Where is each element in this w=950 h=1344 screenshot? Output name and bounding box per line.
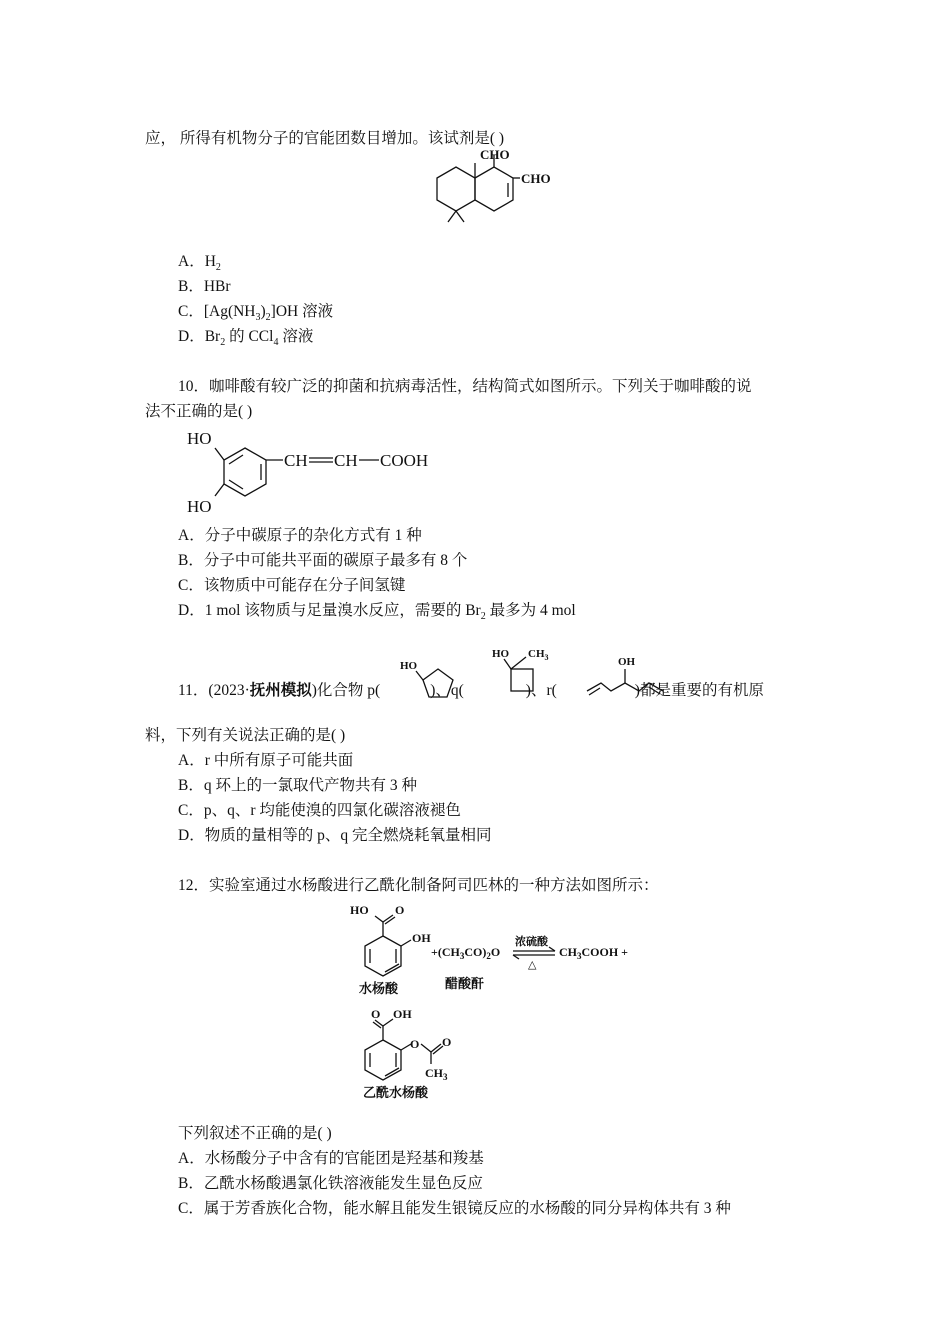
q10-option-d: D．1 mol 该物质与足量溴水反应，需要的 $Br_2$ 最多为 4 mol: [178, 602, 576, 623]
q10-ho-top: HO: [187, 429, 212, 448]
q12-aspirin-carbonyl-o: O: [442, 1035, 452, 1049]
q12-scheme-aspirin: [345, 1004, 475, 1104]
q11-stem-line2: 料，下列有关说法正确的是( ): [145, 727, 346, 744]
q11-structure-r: [583, 653, 668, 698]
q9-option-a: A．$H_2$: [178, 253, 221, 274]
q12-option-c: C．属于芳香族化合物，能水解且能发生银镜反应的水杨酸的同分异构体共有 3 种: [178, 1200, 731, 1217]
q12-heat: △: [528, 959, 537, 971]
q12-aspirin-ester-o: O: [410, 1037, 420, 1051]
q12-reagent: $+(CH_3CO)_2O$: [431, 945, 501, 961]
q12-question: 下列叙述不正确的是( ): [178, 1125, 332, 1142]
q10-option-b: B．分子中可能共平面的碳原子最多有 8 个: [178, 552, 468, 569]
q9-structure: [420, 145, 560, 235]
q10-stem-line2: 法不正确的是( ): [145, 403, 253, 420]
q12-name-aspirin: 乙酰水杨酸: [363, 1085, 429, 1100]
q12-o: O: [395, 903, 405, 917]
q9-option-d: D．$Br_2$ 的 CCl$_4$ 溶液: [178, 328, 314, 349]
q12-name-anhydride: 醋酸酐: [445, 976, 485, 991]
q9-option-c: C．$[Ag(NH_3)_2]OH$ 溶液: [178, 303, 334, 324]
q12-aspirin-oh: OH: [393, 1007, 412, 1021]
q12-name-salicylic: 水杨酸: [359, 981, 399, 996]
q10-ch-1: CH: [284, 451, 308, 470]
q12-ho: HO: [350, 903, 369, 917]
q11-option-c: C．p、q、r 均能使溴的四氯化碳溶液褪色: [178, 802, 461, 819]
q11-q-ho: HO: [492, 648, 510, 660]
q11-option-a: A．r 中所有原子可能共面: [178, 752, 354, 769]
q10-ho-bottom: HO: [187, 497, 212, 516]
q12-option-a: A．水杨酸分子中含有的官能团是羟基和羧基: [178, 1150, 484, 1167]
q12-stem: 12．实验室通过水杨酸进行乙酰化制备阿司匹林的一种方法如图所示：: [178, 877, 659, 894]
q12-option-b: B．乙酰水杨酸遇氯化铁溶液能发生显色反应: [178, 1175, 483, 1192]
q10-structure: [185, 426, 455, 518]
q11-structure-q: [492, 645, 557, 700]
q11-option-d: D．物质的量相等的 p、q 完全燃烧耗氧量相同: [178, 827, 492, 844]
q11-p-ho: HO: [400, 660, 418, 672]
q12-oh: OH: [412, 931, 431, 945]
q10-cooh: COOH: [380, 451, 429, 470]
q11-structure-p: [400, 655, 460, 705]
q9-cho-top: CHO: [480, 147, 510, 162]
q12-catalyst: 浓硫酸: [515, 936, 548, 948]
q12-aspirin-o: O: [371, 1007, 381, 1021]
q9-option-b: B．HBr: [178, 278, 231, 295]
q11-source: 抚州模拟: [249, 682, 312, 699]
q10-option-a: A．分子中碳原子的杂化方式有 1 种: [178, 527, 422, 544]
q12-scheme-top: [345, 898, 645, 998]
q11-option-b: B．q 环上的一氯取代产物共有 3 种: [178, 777, 417, 794]
q11-stem-line1: 11．(2023·抚州模拟)化合物 p( )、q( )、r( )都是重要的有机原: [178, 682, 764, 699]
q11-r-oh: OH: [618, 656, 636, 668]
q11-q-ch3: $CH_3$: [528, 648, 549, 662]
q10-ch-2: CH: [334, 451, 358, 470]
q9-stem-tail: 应， 所得有机物分子的官能团数目增加。该试剂是( ): [145, 130, 505, 147]
q10-stem-line1: 10．咖啡酸有较广泛的抑菌和抗病毒活性，结构简式如图所示。下列关于咖啡酸的说: [178, 378, 752, 395]
q12-acetic-acid: $CH_3COOH$ +: [559, 945, 629, 961]
q9-cho-right: CHO: [521, 171, 551, 186]
q10-option-c: C．该物质中可能存在分子间氢键: [178, 577, 406, 594]
q12-aspirin-ch3: $CH_3$: [425, 1066, 448, 1082]
